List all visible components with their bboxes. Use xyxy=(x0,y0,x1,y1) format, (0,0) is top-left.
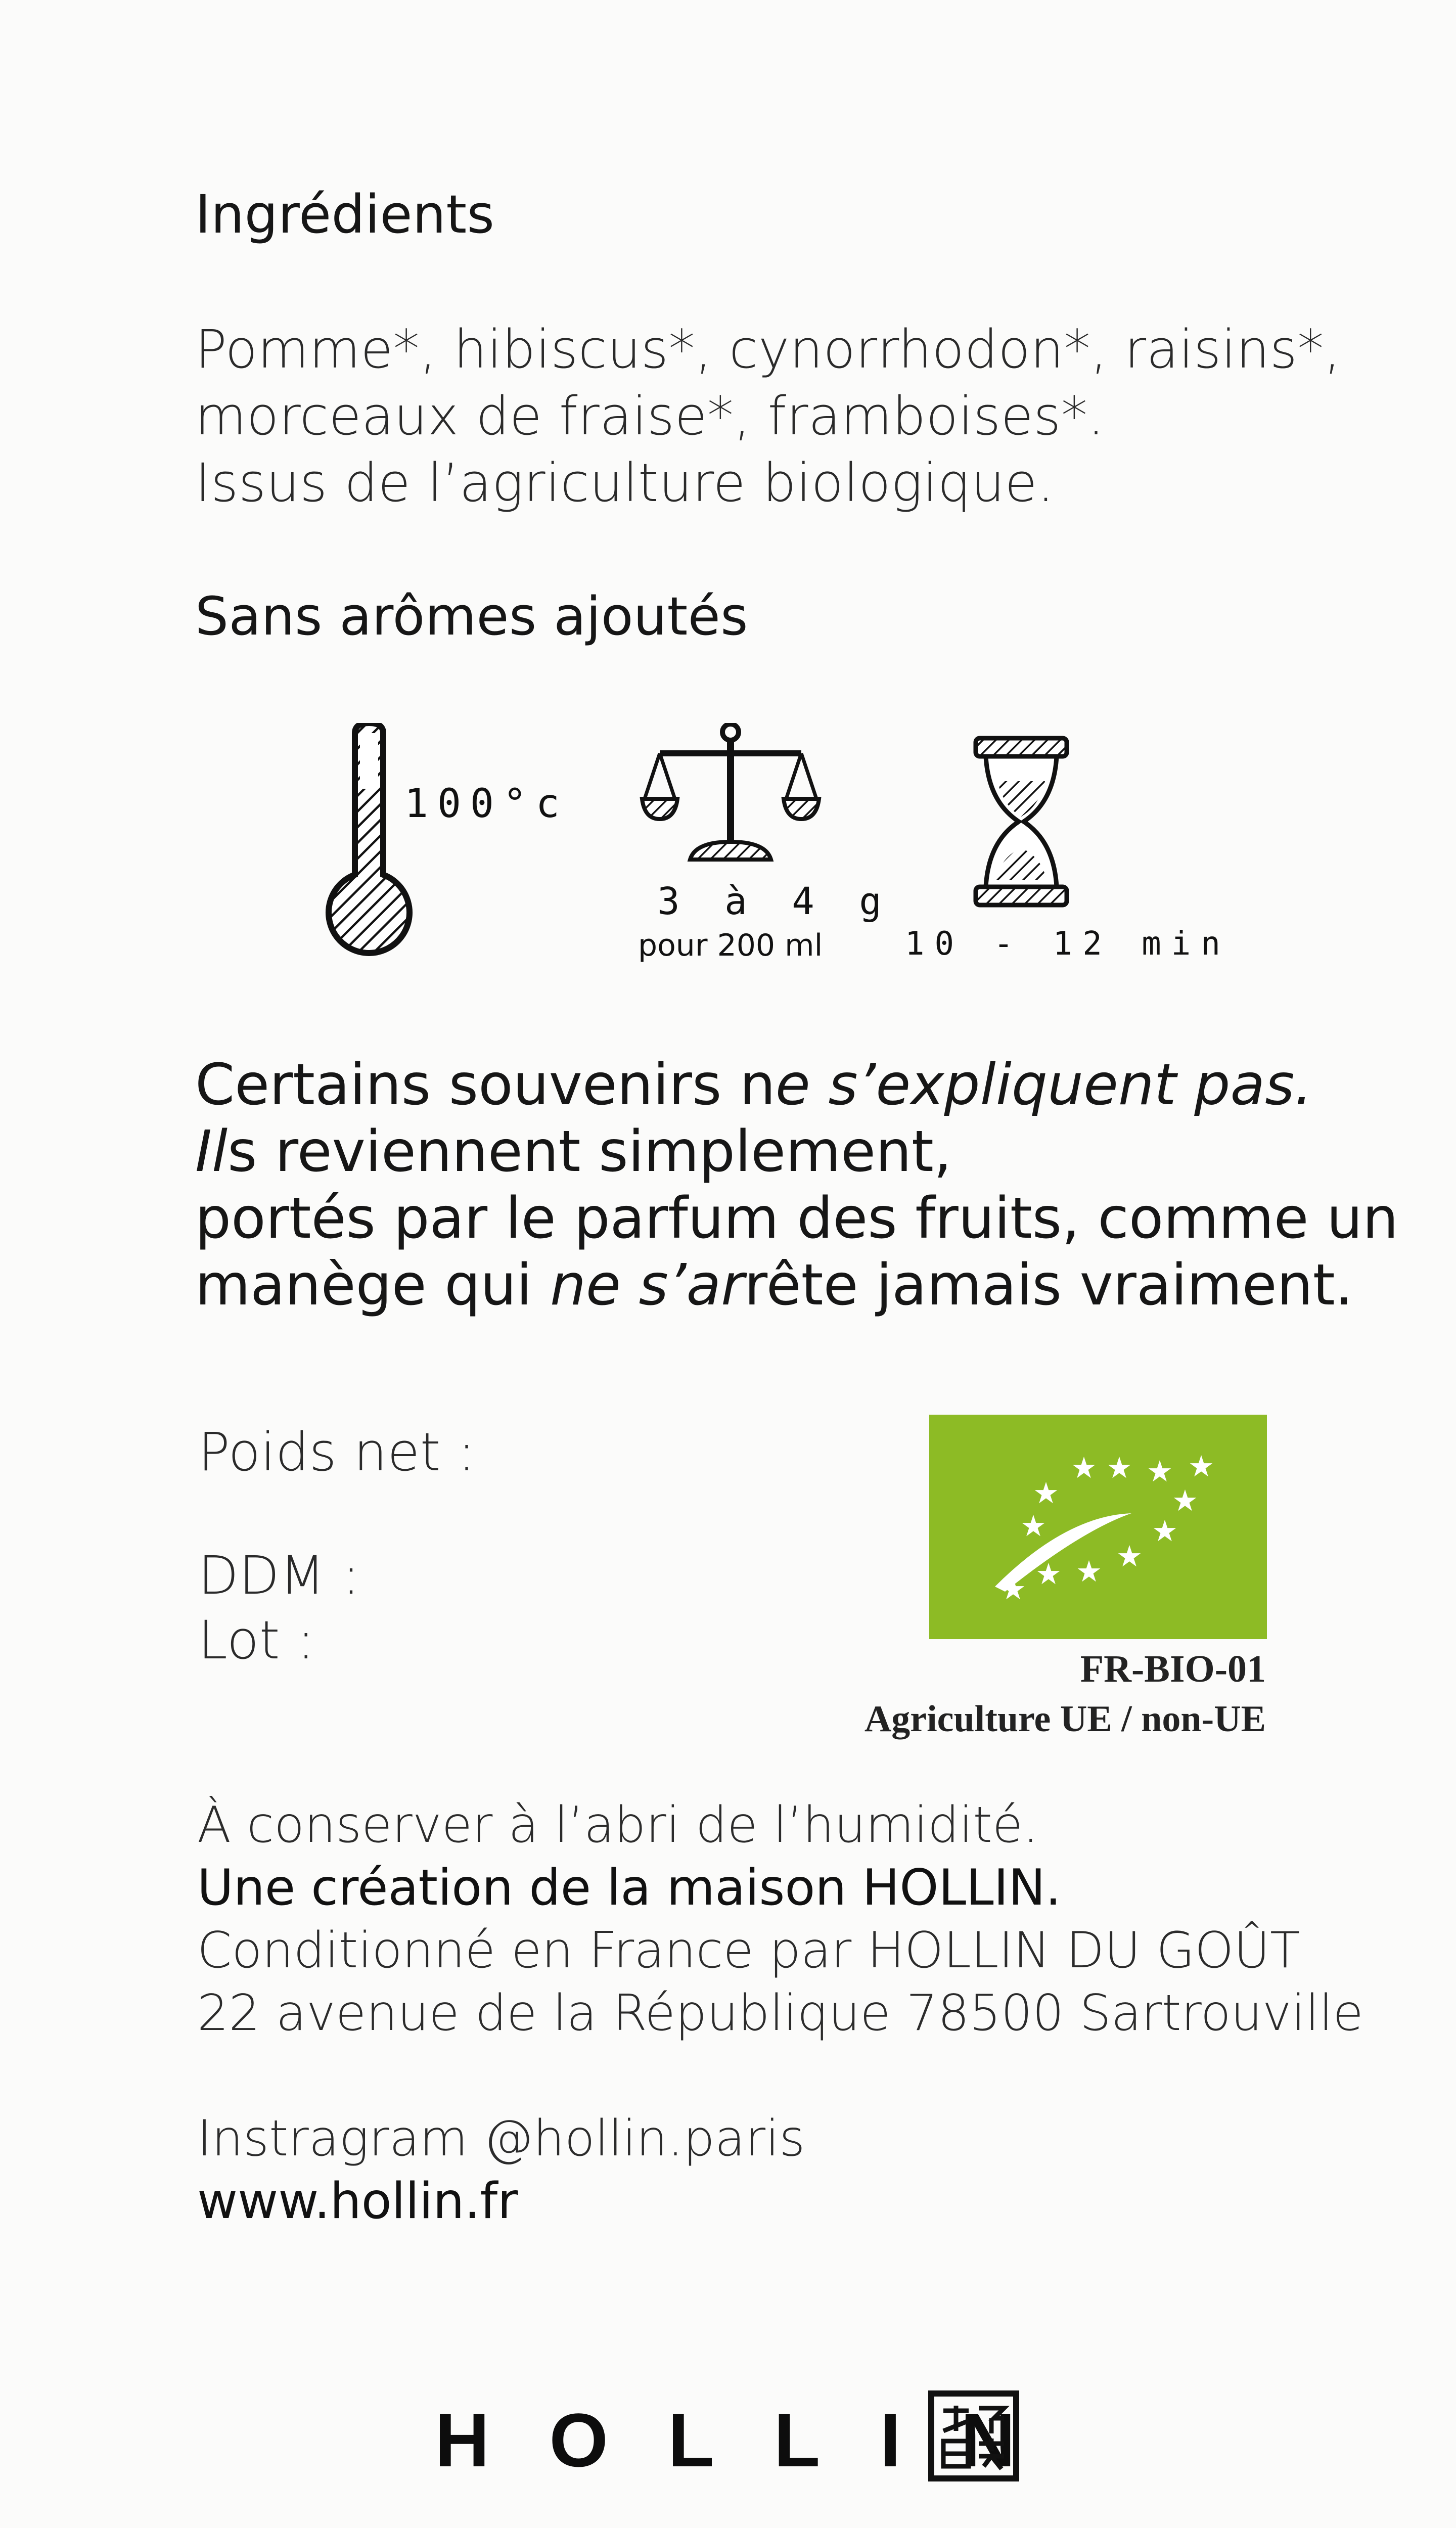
svg-text:★: ★ xyxy=(1116,1539,1143,1573)
svg-text:★: ★ xyxy=(1020,1509,1046,1543)
scale-icon xyxy=(640,723,822,865)
svg-text:★: ★ xyxy=(1000,1572,1026,1606)
net-weight-label: Poids net : xyxy=(198,1421,476,1483)
website-link[interactable]: www.hollin.fr xyxy=(197,2173,518,2230)
svg-text:★: ★ xyxy=(1106,1451,1132,1485)
ingredients-line-3: Issus de l’agriculture biologique. xyxy=(195,452,1055,514)
svg-text:★: ★ xyxy=(1035,1557,1062,1591)
ddm-label: DDM : xyxy=(198,1545,360,1606)
packaged-by: Conditionné en France par HOLLIN DU GOÛT xyxy=(197,1922,1300,1979)
storage-note: À conserver à l’abri de l’humidité. xyxy=(197,1796,1039,1854)
address: 22 avenue de la République 78500 Sartrouville xyxy=(197,1984,1363,2042)
ingredients-heading: Ingrédients xyxy=(195,184,495,245)
brand-wordmark: HOLLIN xyxy=(435,2398,1075,2482)
dose-volume-label: pour 200 ml xyxy=(638,928,823,963)
creation-note: Une création de la maison HOLLIN. xyxy=(197,1859,1062,1917)
eu-organic-logo xyxy=(929,1415,1267,1639)
svg-text:★: ★ xyxy=(1071,1451,1097,1485)
no-flavor-note: Sans arômes ajoutés xyxy=(195,585,748,647)
ingredients-line-1: Pomme*, hibiscus*, cynorrhodon*, raisins*, xyxy=(195,319,1341,380)
thermometer-icon xyxy=(318,723,420,966)
ingredients-line-2: morceaux de fraise*, framboises*. xyxy=(195,385,1105,447)
lot-label: Lot : xyxy=(198,1609,315,1671)
svg-text:★: ★ xyxy=(1033,1476,1059,1510)
bio-code: FR-BIO-01 xyxy=(1080,1648,1266,1690)
svg-text:★: ★ xyxy=(1147,1454,1173,1488)
steep-time-label: 10 - 12 min xyxy=(905,925,1231,963)
poem-line-1: Certains souvenirs ne s’expliquent pas. xyxy=(195,1052,1313,1118)
instagram-link[interactable]: Instragram @hollin.paris xyxy=(197,2110,805,2168)
svg-text:★: ★ xyxy=(1172,1483,1198,1518)
poem-line-4: manège qui ne s’arrête jamais vraiment. xyxy=(195,1252,1353,1318)
chinese-seal-logo xyxy=(928,2390,1019,2481)
poem-line-3: portés par le parfum des fruits, comme un xyxy=(195,1186,1399,1251)
temperature-label: 100°c xyxy=(404,781,569,827)
bio-origin: Agriculture UE / non-UE xyxy=(864,1698,1266,1740)
hourglass-icon xyxy=(973,736,1069,908)
svg-text:★: ★ xyxy=(1076,1554,1102,1589)
svg-text:★: ★ xyxy=(1152,1514,1178,1548)
svg-text:★: ★ xyxy=(1188,1449,1214,1483)
dose-amount-label: 3 à 4 g xyxy=(657,880,893,923)
poem-line-2: Ils reviennent simplement, xyxy=(195,1119,952,1185)
leaf-stars-icon xyxy=(929,1415,1267,1639)
